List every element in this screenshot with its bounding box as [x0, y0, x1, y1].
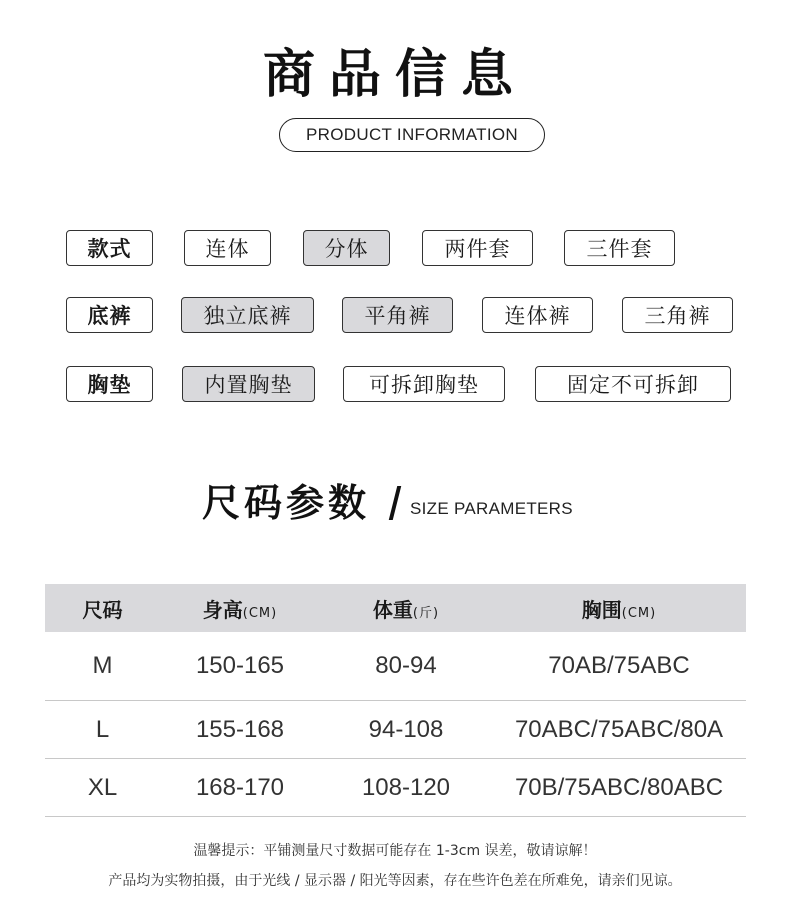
title-divider-slash — [389, 486, 401, 520]
tag-two-piece: 两件套 — [422, 230, 533, 266]
table-row — [45, 759, 746, 817]
cell-height: 168-170 — [195, 773, 285, 801]
page-title: 商品信息 — [262, 45, 527, 105]
tag-fixed-pad: 固定不可拆卸 — [535, 366, 731, 402]
tag-removable-pad: 可拆卸胸垫 — [343, 366, 505, 402]
tag-label-bottoms: 底裤 — [66, 297, 153, 333]
cell-size: M — [92, 652, 113, 679]
cell-weight: 94-108 — [368, 715, 444, 743]
table-header — [45, 584, 746, 632]
cell-size: XL — [87, 773, 118, 801]
tag-onepiece: 连体 — [184, 230, 271, 266]
tag-builtin-pad-selected: 内置胸垫 — [182, 366, 315, 402]
color-disclaimer: 产品均为实物拍摄，由于光线 / 显示器 / 阳光等因素，存在些许色差在所难免，请亲们见谅。 — [108, 873, 682, 889]
page-subtitle: PRODUCT INFORMATION — [279, 118, 545, 152]
table-row — [45, 701, 746, 759]
size-section-title: 尺码参数 — [202, 481, 371, 525]
tag-briefs: 三角裤 — [622, 297, 733, 333]
tag-label-pad: 胸垫 — [66, 366, 153, 402]
cell-bust: 70ABC/75ABC/80A — [514, 715, 724, 743]
size-table — [45, 584, 746, 817]
cell-height: 150-165 — [195, 652, 285, 679]
table-row — [45, 632, 746, 701]
tag-split-selected: 分体 — [303, 230, 390, 266]
tag-three-piece: 三件套 — [564, 230, 675, 266]
cell-height: 155-168 — [195, 715, 285, 743]
tag-separate-bottoms-selected: 独立底裤 — [181, 297, 314, 333]
header-height: 身高(CM) — [202, 597, 278, 622]
cell-size: L — [95, 715, 110, 743]
header-bust: 胸围(CM) — [581, 597, 657, 622]
tag-label-style: 款式 — [66, 230, 153, 266]
cell-weight: 80-94 — [375, 652, 437, 679]
measurement-note: 温馨提示：平铺测量尺寸数据可能存在 1-3cm 误差，敬请谅解！ — [193, 843, 597, 859]
cell-bust: 70AB/75ABC — [548, 652, 690, 679]
cell-bust: 70B/75ABC/80ABC — [514, 773, 724, 801]
header-size: 尺码 — [82, 597, 123, 622]
header-weight: 体重(斤) — [372, 597, 440, 622]
cell-weight: 108-120 — [361, 773, 451, 801]
tag-boyshorts-selected: 平角裤 — [342, 297, 453, 333]
size-section-subtitle: SIZE PARAMETERS — [410, 499, 573, 518]
tag-onepiece-bottoms: 连体裤 — [482, 297, 593, 333]
